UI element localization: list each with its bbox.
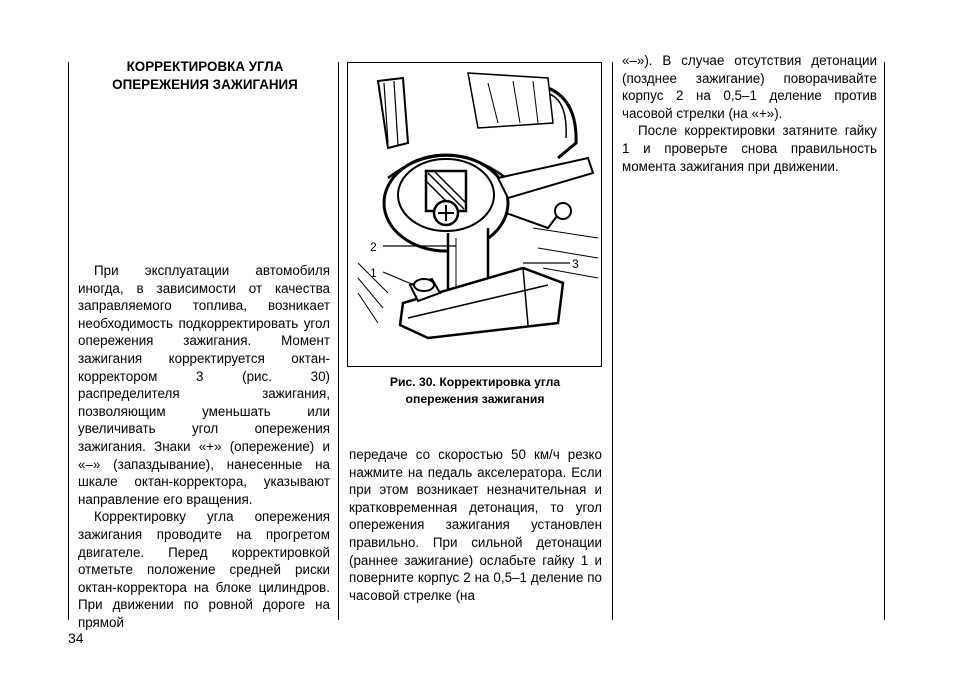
left-column — [78, 262, 330, 631]
right-column — [622, 52, 877, 175]
section-heading-line2: ОПЕРЕЖЕНИЯ ЗАЖИГАНИЯ — [112, 76, 298, 92]
left-paragraph-2: Корректировку угла опережения зажигания проводите на прогретом двигателе. Перед корректировкой отметьте положение средней риски октан-корректора на блоке цилиндров. При движении по ровной дороге на прямой — [78, 509, 330, 630]
figure-caption-line1: Рис. 30. Корректировка угла — [389, 375, 561, 389]
callout-1: 1 — [370, 266, 377, 280]
callout-2: 2 — [370, 240, 377, 254]
right-paragraph-1: «–»). В случае отсутствия детонации (позднее зажигание) поворачивайте корпус 2 на 0,5–1 деление против часовой стрелки (на «+»). — [622, 53, 877, 121]
left-paragraph-1: При эксплуатации автомобиля иногда, в зависимости от качества заправляемого топлива, возникает необходимость подкорректировать угол опережения зажигания. Момент зажигания корректируется октан-корректором 3 (рис. 30) распределителя зажигания, позволяющим уменьшать или увеличивать угол опережения зажигания. Знаки «+» (опережение) и «–» (запаздывание), нанесенные на шкале октан-корректора, указывают направление его вращения. — [78, 263, 330, 507]
figure-caption — [348, 374, 602, 408]
figure-30-frame — [347, 62, 602, 367]
figure-caption-line2: опережения зажигания — [405, 392, 545, 406]
right-paragraph-2: После корректировки затяните гайку 1 и проверьте снова правильность момента зажигания при движении. — [622, 123, 877, 174]
page-number: 34 — [68, 630, 84, 646]
column-rule-middle-left — [338, 62, 339, 620]
column-rule-middle-right — [612, 62, 613, 620]
distributor-illustration — [348, 63, 602, 367]
middle-column — [349, 446, 602, 604]
middle-paragraph: передаче со скоростью 50 км/ч резко нажмите на педаль акселератора. Если при этом возникает незначительная и кратковременная детонация, то угол опережения зажигания установлен правильно. При сильной детонации (раннее зажигание) ослабьте гайку 1 и поверните корпус 2 на 0,5–1 деление по часовой стрелке (на — [349, 447, 602, 603]
section-heading — [80, 58, 330, 93]
column-rule-left — [68, 62, 69, 620]
callout-3: 3 — [572, 257, 579, 271]
section-heading-line1: КОРРЕКТИРОВКА УГЛА — [126, 59, 284, 74]
column-rule-right — [884, 62, 885, 620]
